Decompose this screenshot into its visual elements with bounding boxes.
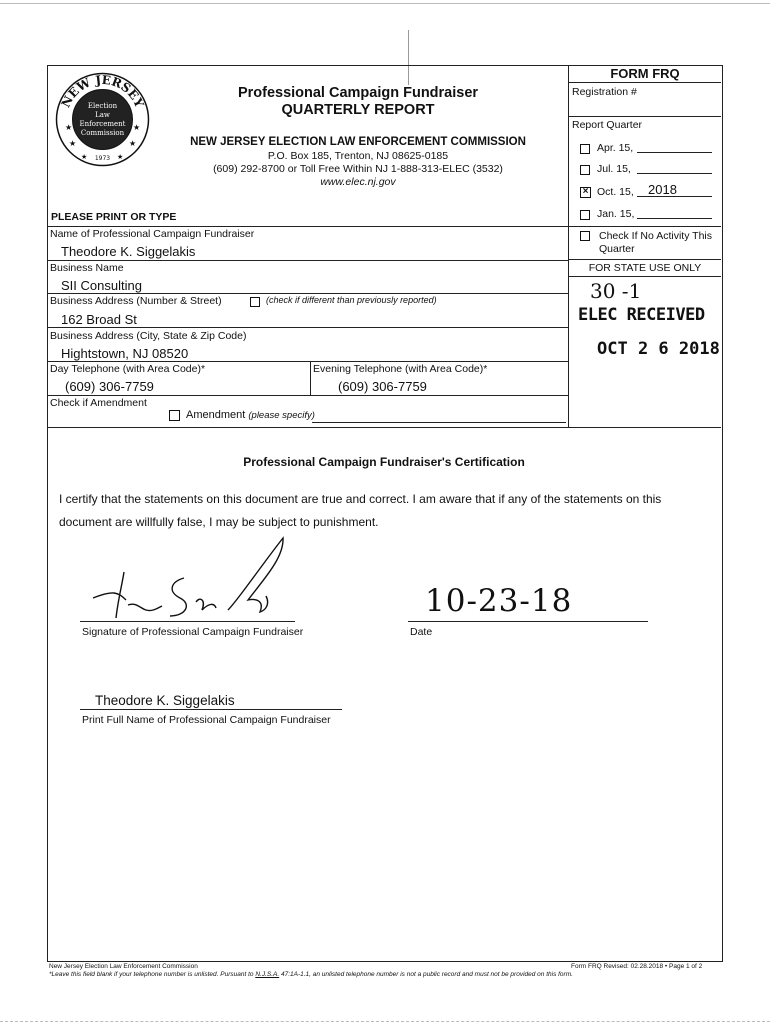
quarter-rule xyxy=(568,226,721,227)
address-changed-note: (check if different than previously reported) xyxy=(266,295,437,305)
phone-divider xyxy=(310,361,311,395)
svg-text:★: ★ xyxy=(117,154,124,161)
amendment-checkbox[interactable] xyxy=(169,410,180,421)
registration-rule xyxy=(568,116,721,117)
state-use-top-rule xyxy=(568,259,721,260)
quarter-apr-checkbox[interactable] xyxy=(580,144,590,154)
no-activity-label: Check If No Activity This xyxy=(599,230,713,242)
quarter-jan-label: Jan. 15, xyxy=(597,208,635,220)
seal-top-text: NEW JERSEY xyxy=(58,72,147,110)
section-rule xyxy=(47,427,721,428)
print-name-label: Print Full Name of Professional Campaign Fundraiser xyxy=(82,714,331,726)
name-label: Name of Professional Campaign Fundraiser xyxy=(50,228,255,240)
nj-seal-icon xyxy=(55,72,150,167)
date-line xyxy=(408,621,648,622)
seal-inner-2: Law xyxy=(95,111,110,119)
quarter-apr-label: Apr. 15, xyxy=(597,142,634,154)
form-frame xyxy=(47,65,723,962)
agency-name: NEW JERSEY ELECTION LAW ENFORCEMENT COMMISSION xyxy=(190,136,526,148)
agency-phone: (609) 292-8700 or Toll Free Within NJ 1-888-313-ELEC (3532) xyxy=(213,163,503,175)
address-changed-checkbox[interactable] xyxy=(250,297,260,307)
quarter-oct-year: 2018 xyxy=(648,182,677,197)
state-use-label: FOR STATE USE ONLY xyxy=(588,262,702,274)
footer-form-revision: Form FRQ Revised: 02.28.2018 • Page 1 of 2 xyxy=(571,963,703,970)
business-name-value[interactable]: SII Consulting xyxy=(61,278,142,293)
report-quarter-label: Report Quarter xyxy=(572,119,643,131)
svg-text:★: ★ xyxy=(81,154,88,161)
certification-title: Professional Campaign Fundraiser's Certification xyxy=(243,455,525,469)
quarter-apr-year-line xyxy=(637,152,712,153)
seal-inner-1: Election xyxy=(87,102,118,110)
amendment-text: Amendment xyxy=(186,409,246,421)
amendment-specify-line xyxy=(312,422,566,423)
footer-note-2: 47:1A-1.1, an unlisted telephone number is not a public record and must not be provided on this form. xyxy=(279,971,573,978)
agency-website: www.elec.nj.gov xyxy=(320,176,396,188)
state-use-rule xyxy=(568,276,721,277)
evening-phone-label: Evening Telephone (with Area Code)* xyxy=(313,363,488,375)
scan-top-edge xyxy=(0,3,770,4)
city-value[interactable]: Hightstown, NJ 08520 xyxy=(61,346,189,361)
day-phone-label: Day Telephone (with Area Code)* xyxy=(50,363,206,375)
city-rule xyxy=(47,361,568,362)
footer-agency: New Jersey Election Law Enforcement Commission xyxy=(49,963,198,970)
date-value[interactable]: 10-23-18 xyxy=(425,583,573,619)
seal-inner-4: Commission xyxy=(80,129,125,137)
phone-rule xyxy=(47,395,568,396)
signature-image xyxy=(88,530,288,625)
amendment-note: (please specify) xyxy=(248,410,315,421)
signature-label: Signature of Professional Campaign Fundraiser xyxy=(82,626,304,638)
street-label: Business Address (Number & Street) xyxy=(50,295,222,307)
form-title: Professional Campaign Fundraiser xyxy=(237,85,479,101)
agency-address: P.O. Box 185, Trenton, NJ 08625-0185 xyxy=(267,150,449,162)
right-column-divider xyxy=(568,65,569,427)
certification-text-2: document are willfully false, I may be subject to punishment. xyxy=(59,515,379,529)
evening-phone-value[interactable]: (609) 306-7759 xyxy=(338,379,427,394)
day-phone-value[interactable]: (609) 306-7759 xyxy=(65,379,154,394)
print-note: PLEASE PRINT OR TYPE xyxy=(51,211,177,223)
print-name-value[interactable]: Theodore K. Siggelakis xyxy=(95,693,235,708)
date-label: Date xyxy=(410,626,433,638)
quarter-oct-label: Oct. 15, xyxy=(597,186,634,198)
svg-text:★: ★ xyxy=(129,139,137,148)
quarter-jul-label: Jul. 15, xyxy=(597,163,631,175)
svg-text:★: ★ xyxy=(65,123,73,132)
stamp-elec-received: ELEC RECEIVED xyxy=(578,305,705,325)
quarter-jul-year-line xyxy=(637,173,712,174)
stamp-handwritten-code: 30 -1 xyxy=(590,279,642,303)
registration-label: Registration # xyxy=(572,86,637,98)
name-rule xyxy=(47,260,568,261)
no-activity-checkbox[interactable] xyxy=(580,231,590,241)
seal-inner-3: Enforcement xyxy=(79,120,126,128)
amendment-text-wrap xyxy=(186,409,315,421)
street-value[interactable]: 162 Broad St xyxy=(61,312,137,327)
name-top-rule xyxy=(47,226,568,227)
form-code-rule xyxy=(568,82,721,83)
quarter-oct-checkbox-checked[interactable]: × xyxy=(580,187,591,198)
scan-bottom-edge xyxy=(0,1021,770,1022)
quarter-jan-checkbox[interactable] xyxy=(580,210,590,220)
print-name-line xyxy=(80,709,342,710)
footer-note: *Leave this field blank if your telephone number is unlisted. Pursuant to xyxy=(49,971,256,978)
svg-text:★: ★ xyxy=(69,139,77,148)
footer-note-statute: N.J.S.A. xyxy=(255,971,280,978)
stamp-date: OCT 2 6 2018 xyxy=(597,339,720,359)
business-rule xyxy=(47,293,568,294)
quarter-jan-year-line xyxy=(637,218,712,219)
certification-text-1: I certify that the statements on this document are true and correct. I am aware that if any of the statements on this xyxy=(59,492,662,506)
business-name-label: Business Name xyxy=(50,262,124,274)
seal-year: 1973 xyxy=(94,155,111,162)
street-rule xyxy=(47,327,568,328)
svg-text:★: ★ xyxy=(133,123,141,132)
form-subtitle: QUARTERLY REPORT xyxy=(281,102,435,118)
city-label: Business Address (City, State & Zip Code) xyxy=(50,330,247,342)
form-code: FORM FRQ xyxy=(610,66,680,81)
footer-note-wrap xyxy=(49,971,573,978)
quarter-jul-checkbox[interactable] xyxy=(580,165,590,175)
no-activity-label-2: Quarter xyxy=(599,243,635,255)
signature-line xyxy=(80,621,295,622)
name-value[interactable]: Theodore K. Siggelakis xyxy=(61,244,196,259)
amendment-label: Check if Amendment xyxy=(50,397,147,409)
